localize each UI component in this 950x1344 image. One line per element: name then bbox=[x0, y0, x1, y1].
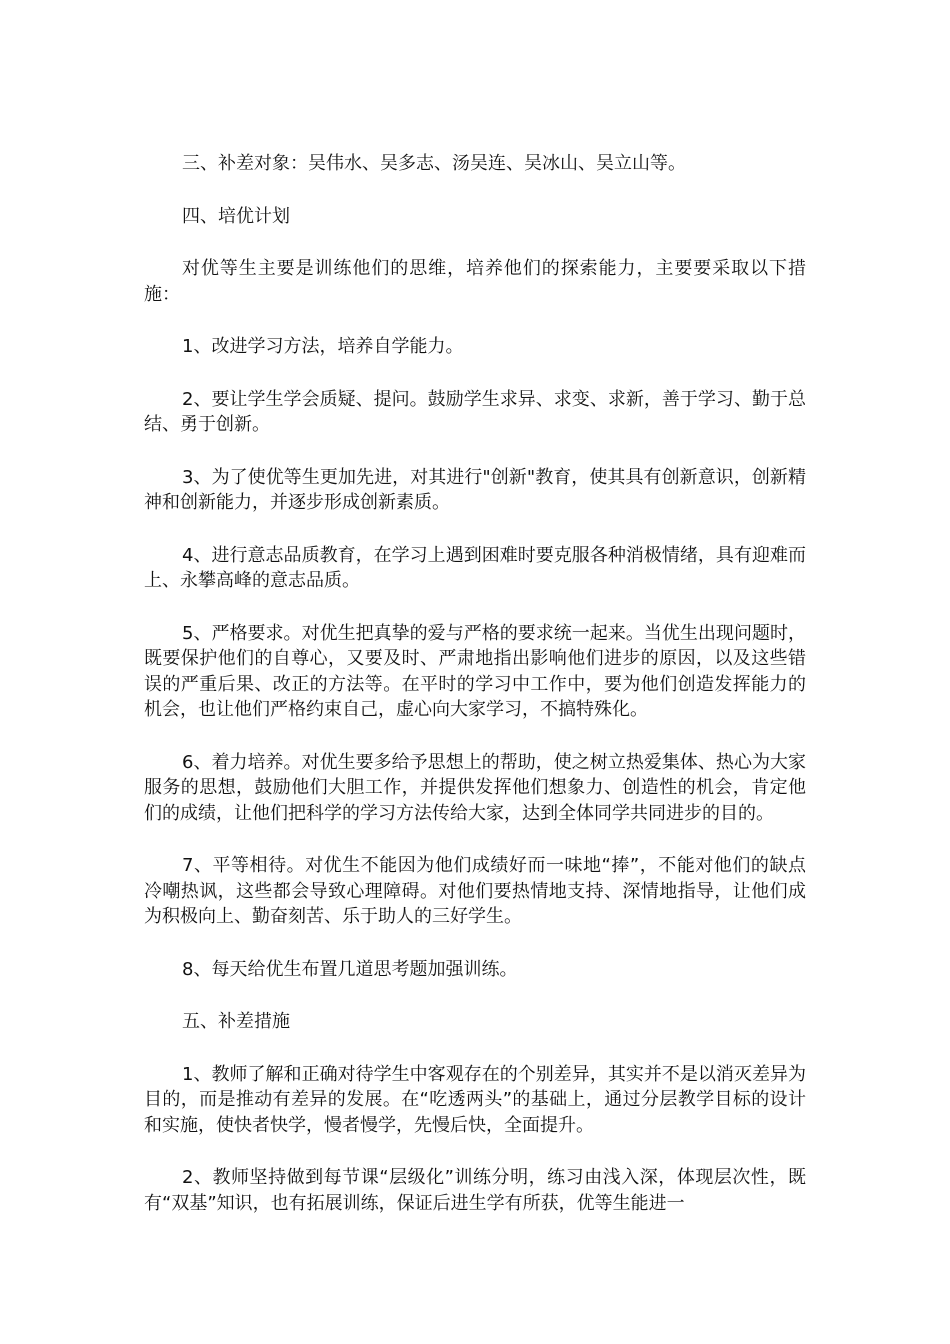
paragraph-gifted-item-4: 4、进行意志品质教育，在学习上遇到困难时要克服各种消极情绪，具有迎难而上、永攀高峰的意志品质。 bbox=[144, 544, 806, 591]
heading-remedial-measures: 五、补差措施 bbox=[182, 1011, 290, 1032]
paragraph-remedial-item-2: 2、教师坚持做到每节课“层级化”训练分明，练习由浅入深，体现层次性，既有“双基”知识，也有拓展训练，保证后进生学有所获，优等生能进一 bbox=[144, 1167, 806, 1214]
document-page bbox=[144, 151, 806, 1243]
paragraph-gifted-intro: 对优等生主要是训练他们的思维，培养他们的探索能力，主要要采取以下措施： bbox=[144, 258, 806, 305]
paragraph-gifted-item-6: 6、着力培养。对优生要多给予思想上的帮助，使之树立热爱集体、热心为大家服务的思想，鼓励他们大胆工作，并提供发挥他们想象力、创造性的机会，肯定他们的成绩，让他们把科学的学习方法传给大家，达到全体同学共同进步的目的。 bbox=[144, 751, 806, 824]
paragraph-gifted-item-2: 2、要让学生学会质疑、提问。鼓励学生求异、求变、求新，善于学习、勤于总结、勇于创新。 bbox=[144, 388, 806, 435]
paragraph-gifted-item-8: 8、每天给优生布置几道思考题加强训练。 bbox=[182, 958, 518, 980]
paragraph-gifted-item-5: 5、严格要求。对优生把真挚的爱与严格的要求统一起来。当优生出现问题时，既要保护他们的自尊心，又要及时、严肃地指出影响他们进步的原因，以及这些错误的严重后果、改正的方法等。在平时的学习中工作中，要为他们创造发挥能力的机会，也让他们严格约束自己，虚心向大家学习，不搞特殊化。 bbox=[144, 622, 806, 720]
paragraph-gifted-item-3: 3、为了使优等生更加先进，对其进行"创新"教育，使其具有创新意识，创新精神和创新能力，并逐步形成创新素质。 bbox=[144, 466, 806, 513]
paragraph-remedial-item-1: 1、教师了解和正确对待学生中客观存在的个别差异，其实并不是以消灭差异为目的，而是推动有差异的发展。在“吃透两头”的基础上，通过分层教学目标的设计和实施，使快者快学，慢者慢学，先慢后快，全面提升。 bbox=[144, 1063, 806, 1136]
paragraph-gifted-item-1: 1、改进学习方法，培养自学能力。 bbox=[182, 336, 464, 357]
paragraph-remedial-targets: 三、补差对象：吴伟水、吴多志、汤吴连、吴冰山、吴立山等。 bbox=[182, 153, 686, 174]
heading-gifted-plan: 四、培优计划 bbox=[182, 205, 290, 227]
paragraph-gifted-item-7: 7、平等相待。对优生不能因为他们成绩好而一味地“捧”，不能对他们的缺点冷嘲热讽，这些都会导致心理障碍。对他们要热情地支持、深情地指导，让他们成为积极向上、勤奋刻苦、乐于助人的三好学生。 bbox=[144, 855, 806, 927]
